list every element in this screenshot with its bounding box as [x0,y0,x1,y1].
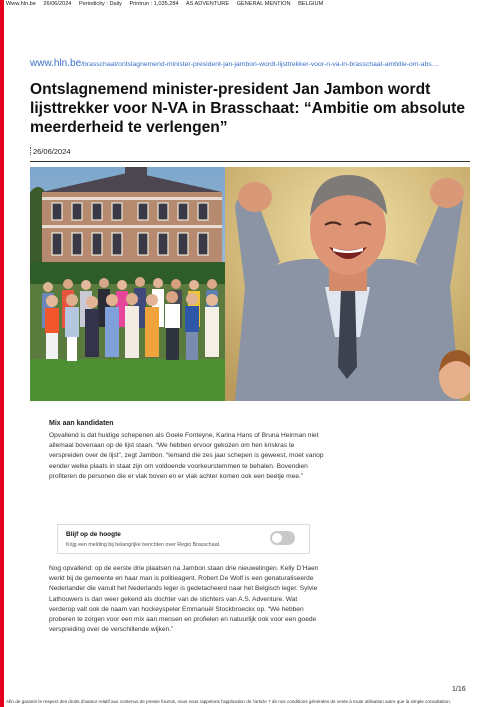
meta-periodicity: Periodicity : Daily [78,1,122,7]
notification-promo [57,524,310,554]
article-url-link[interactable] [30,58,470,69]
article-paragraph-1: Opvallend is dat huidige schepenen als Goele Fonteyne, Karina Hans of Bruna Heirman niet allemaal bovenaan op de lijst staan. “We hebben ervoor gekozen om hen kriskras te verspreiden over de lijst”, zegt Jambon. “Iemand die zes jaar schepen is geweest, moet vanop eender welke plaats in staat zijn om voldoende voorkeurstemmen te behalen. Bovendien profiteren de personen die er vlak boven en er vlak achter komen ook een beetje mee.” [49,432,324,480]
group-photo-illustration [30,167,225,401]
meta-site: Www.hln.be [6,1,36,7]
toggle-knob [272,533,282,543]
meta-country: BELGIUM [298,1,324,7]
left-accent-bar [0,0,4,707]
meta-date: 26/06/2024 [43,1,72,7]
page-number: 1/16 [452,686,466,693]
article-headline: Ontslagnemend minister-president Jan Jambon wordt lijsttrekker voor N-VA in Brasschaat: “Ambitie om absolute meerderheid te verlengen” [30,81,466,136]
article-paragraph-2: Nog opvallend: op de eerste drie plaatsen na Jambon staan drie nieuwelingen. Kelly D’Haen werkt bij de gemeente en haar man is politieagent. Robert De Wolf is een genaturaliseerde Nederlander die vanuit het Nederlands leger is gedetacheerd naar het Belgisch leger. Sylvie Lathouwers is dan weer gekend als dochter van de stichters van A.S. Adventure. Wat verderop valt ook de naam van hockeyspeler Emmanuël Stockbroeckx op. “We hebben proberen te zorgen voor een mix aan mensen en profielen en natuurlijk ook voor een goede verspreiding over de verschillende wijken.” [49,565,319,634]
date-marker [30,147,31,155]
promo-title: Blijf op de hoogte [66,531,121,538]
jambon-portrait-photo [225,167,470,401]
group-photo [30,167,225,401]
jambon-portrait-illustration [225,167,470,401]
url-path: /brasschaat/ontslagnemend-minister-president-jan-jambon-wordt-lijsttrekker-voor-n-va-in-brasschaat-ambitie-om-abs… [81,61,439,68]
url-domain: www.hln.be [30,58,82,69]
copyright-disclaimer: Afin de garantir le respect des droits d'auteur relatif aux contenus de presse fournis, nous vous rappelons l'application de l'article 7 de nos conditions générales de vente à toute utilisation autre que la simple consultation. [6,699,451,704]
meta-section: AS ADVENTURE [185,1,230,7]
article-body-continued [49,564,324,635]
article-date-text: 26/06/2024 [33,147,71,156]
press-metadata [6,1,329,7]
article-date [30,147,71,156]
meta-printrun: Printrun : 1,035,284 [129,1,179,7]
header-divider [30,161,470,162]
meta-mention: GENERAL MENTION [236,1,291,7]
section-subheading: Mix aan kandidaten [49,420,114,427]
article-body [49,420,324,482]
notification-toggle[interactable] [270,531,295,545]
promo-text: Krijg een melding bij belangrijke berichten over Regio Brasschaat. [66,542,221,548]
